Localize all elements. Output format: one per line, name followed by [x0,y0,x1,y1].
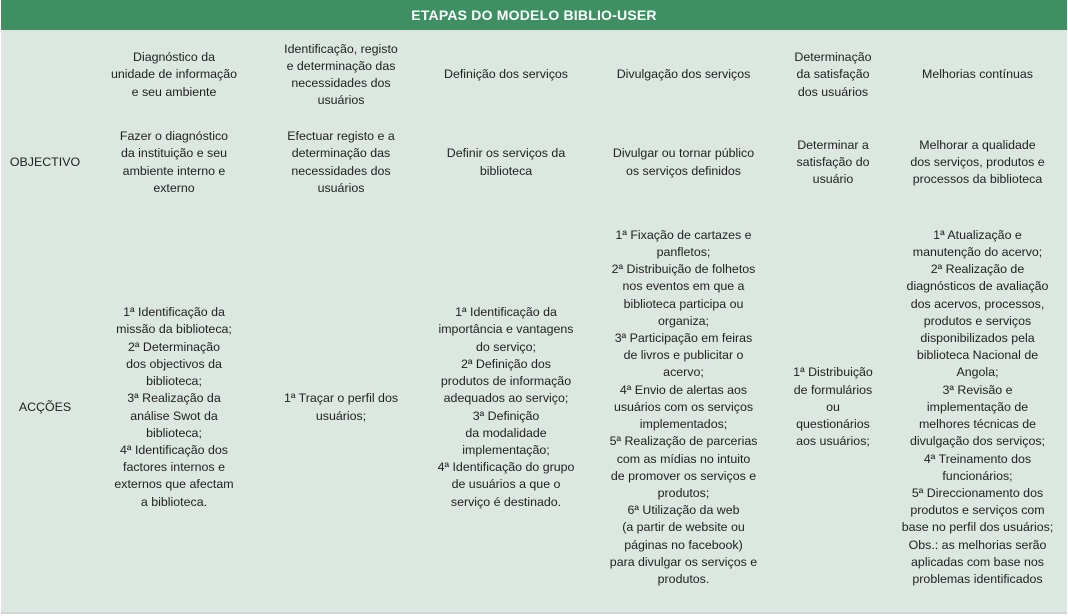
objective-cell: Determinar a satisfação do usuário [796,137,870,187]
objective-cell: Definir os serviços da biblioteca [446,146,566,178]
table-title: ETAPAS DO MODELO BIBLIO-USER [1,0,1067,30]
actions-cell: 1ª Traçar o perfil dos usuários; [283,391,399,423]
actions-cell: 1ª Identificação da missão da biblioteca; 2ª Determinação dos objectivos da biblioteca; 3ª Realização da análise Swot da biblioteca; 4ª Identificação dos factores internos e externos que afectam a biblioteca. [114,305,234,509]
header-cell-satisfacao: Determinação da satisfação dos usuários [794,50,872,99]
actions-cell: 1ª Fixação de cartazes e panfletos; 2ª Distribuição de folhetos nos eventos em que a biblioteca participa ou organiza; 3ª Participação em feiras de livros e publicitar o acervo; 4ª Envio de alertas aos usuários com os serviços implementados; 5ª Realização de parcerias com as mídias no intuito de promover os serviços e produtos; 6ª Utilização da web (a partir de website ou páginas no facebook) para divulgar os serviços e produtos. [609,227,758,586]
actions-cell: 1ª Distribuição de formulários ou questionários aos usuários; [793,365,873,449]
actions-row [1,205,1067,610]
actions-cell: 1ª Identificação da importância e vantagens do serviço; 2ª Definição dos produtos de informação adequados ao serviço; 3ª Definição da modalidade implementação; 4ª Identificação do grupo de usuários a que o serviço é destinado. [437,305,575,509]
objective-row [1,120,1067,205]
objective-cell: Efectuar registo e a determinação das necessidades dos usuários [287,129,395,195]
row-label-accoes: ACÇÕES [18,399,72,414]
objective-cell: Melhorar a qualidade dos serviços, produtos e processos da biblioteca [910,137,1045,187]
objective-cell: Fazer o diagnóstico da instituição e seu ambiente interno e externo [119,129,229,195]
header-cell-divulgacao: Divulgação dos serviços [616,67,751,82]
objective-cell: Divulgar ou tornar público os serviços definidos [612,146,755,178]
header-cell-definicao: Definição dos serviços [444,67,568,82]
header-cell-melhorias: Melhorias contínuas [922,67,1033,82]
actions-cell: 1ª Atualização e manutenção do acervo; 2ª Realização de diagnósticos de avaliação dos acervos, processos, produtos e serviços disponibilizados pela biblioteca Nacional de Angola; 3ª Revisão e implementação de melhores técnicas de divulgação dos serviços; 4ª Treinamento dos funcionários; 5ª Direccionamento dos produtos e serviços com base no perfil dos usuários; Obs.: as melhorias serão aplicadas com base nos problemas identificados [901,227,1054,586]
biblio-user-table [1,0,1067,614]
header-cell-diagnostico: Diagnóstico da unidade de informação e seu ambiente [110,50,238,99]
header-row [1,30,1067,120]
row-label-objectivo: OBJECTIVO [9,154,81,169]
stages-table [1,30,1067,610]
header-cell-identificacao: Identificação, registo e determinação das necessidades dos usuários [284,41,398,108]
header-corner [1,30,89,120]
